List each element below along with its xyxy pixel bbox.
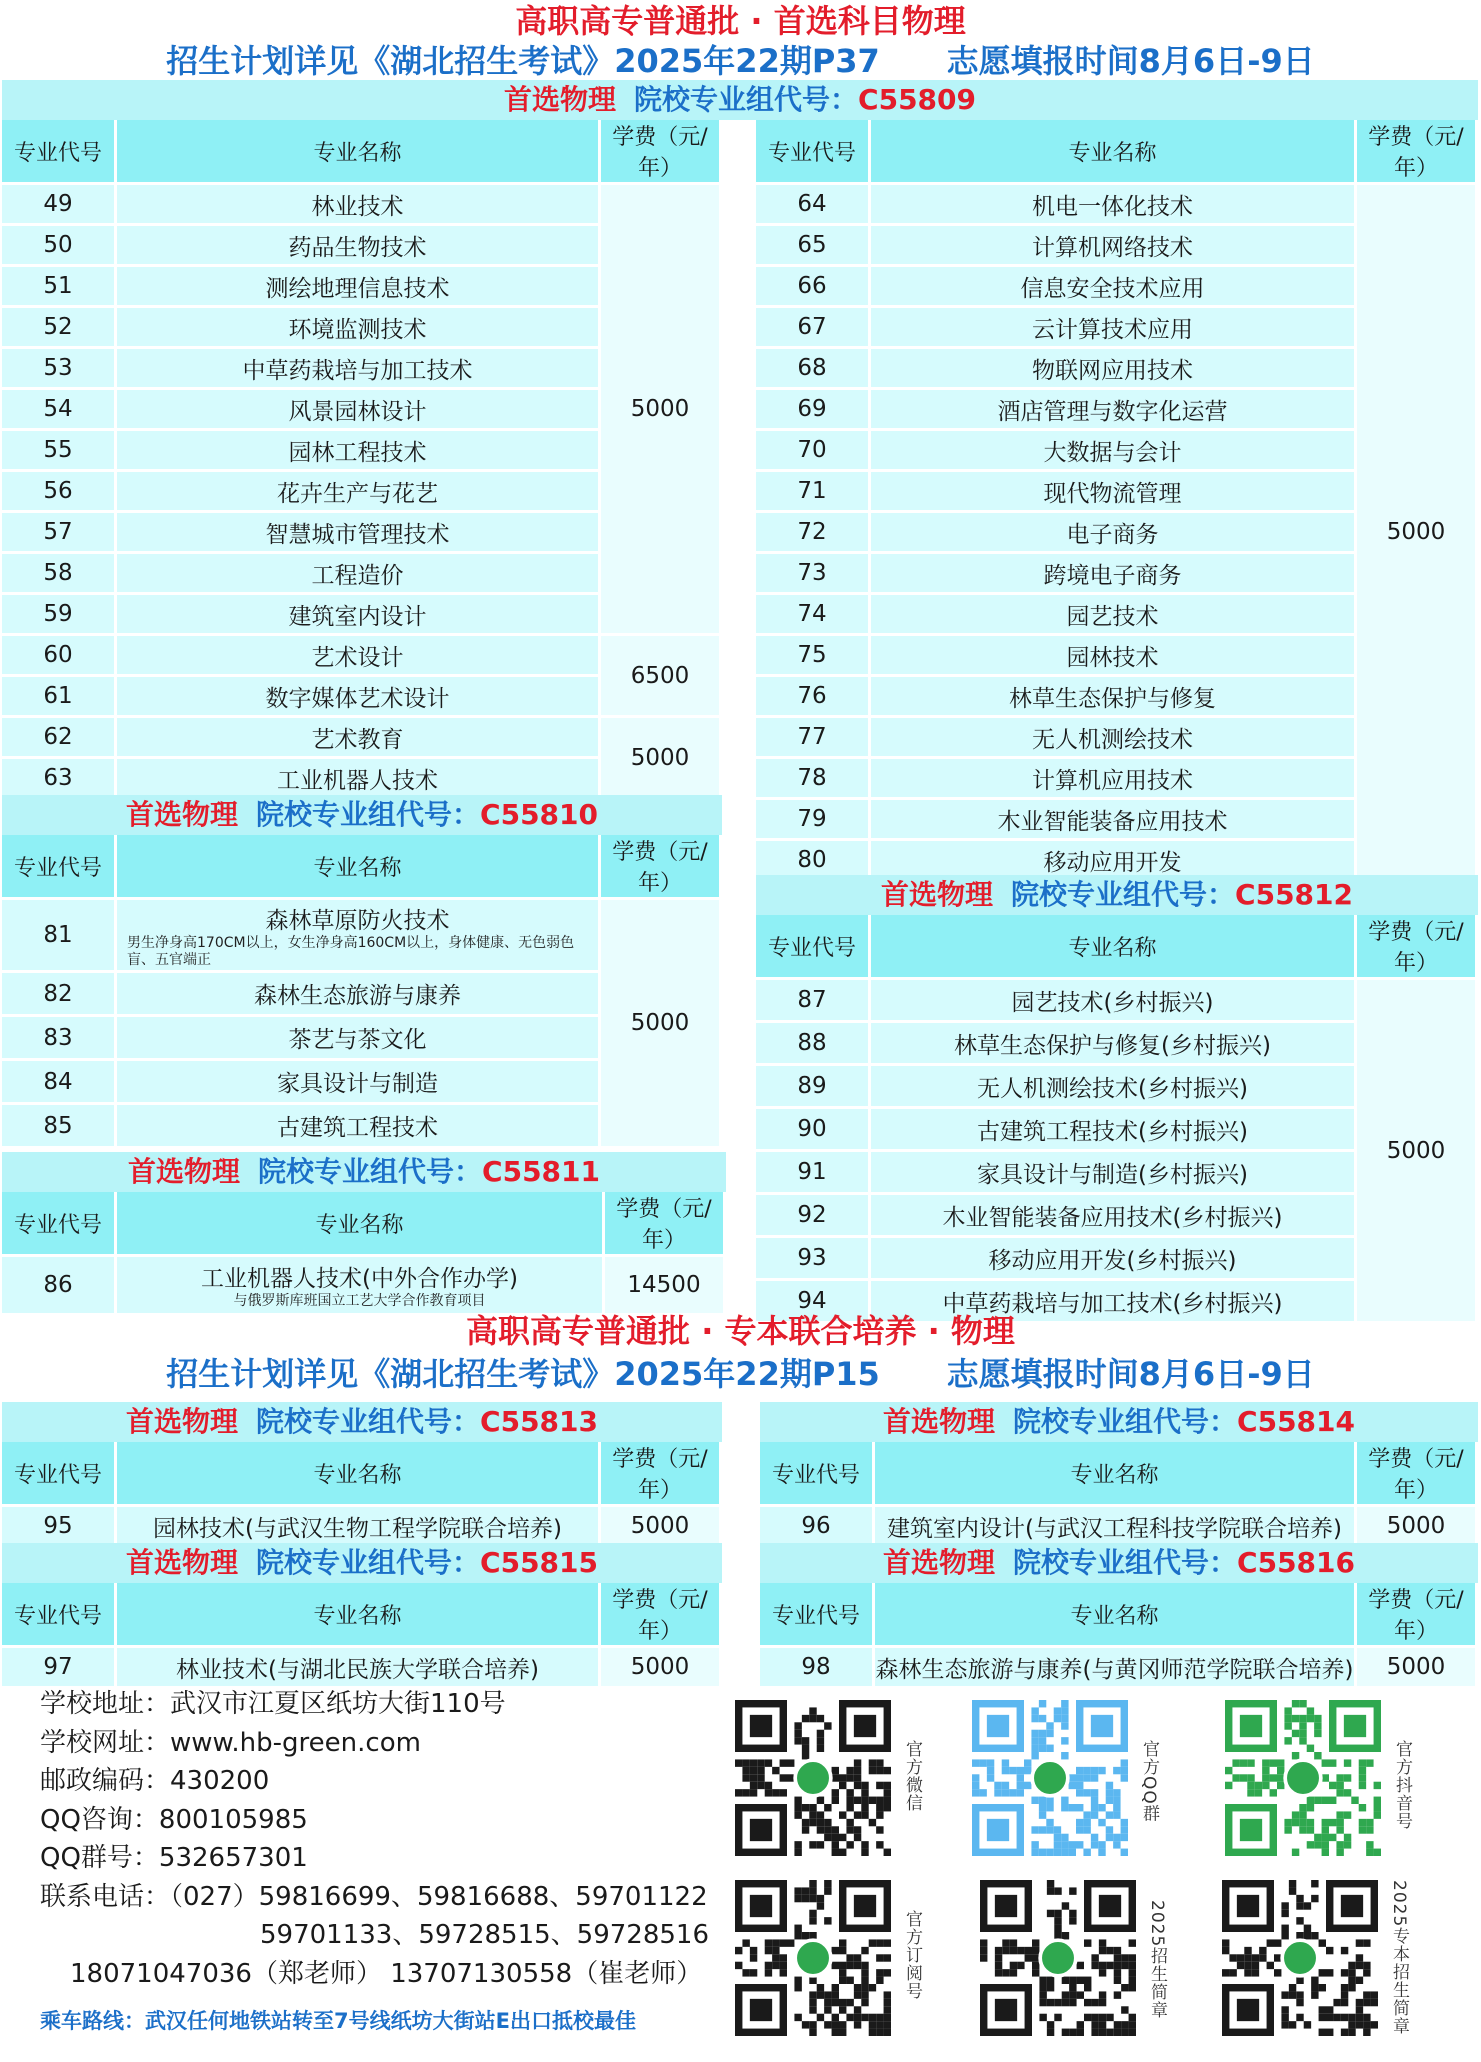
major-code: 66 bbox=[756, 267, 871, 308]
postcode: 邮政编码：430200 bbox=[40, 1766, 270, 1796]
qq-group-qr-code bbox=[972, 1700, 1128, 1856]
col-code-header: 专业代号 bbox=[760, 1583, 875, 1648]
major-name: 古建筑工程技术 bbox=[117, 1105, 601, 1149]
major-name: 艺术教育 bbox=[117, 718, 601, 759]
group-c55815 bbox=[2, 1543, 722, 1689]
col-name-header: 专业名称 bbox=[871, 120, 1357, 185]
group-c55816-band: 首选物理 院校专业组代号：C55816 bbox=[760, 1543, 1478, 1583]
col-fee-header: 学费（元/年） bbox=[1357, 1583, 1478, 1648]
major-name: 电子商务 bbox=[871, 513, 1357, 554]
major-code: 68 bbox=[756, 349, 871, 390]
major-code: 98 bbox=[760, 1648, 875, 1689]
major-code: 95 bbox=[2, 1507, 117, 1548]
col-fee-header: 学费（元/年） bbox=[1357, 1442, 1478, 1507]
group-c55811-band: 首选物理 院校专业组代号：C55811 bbox=[2, 1152, 726, 1192]
group-c55809-band: 首选物理 院校专业组代号：C55809 bbox=[2, 80, 1478, 120]
major-name: 园艺技术 bbox=[871, 595, 1357, 636]
qq-group: QQ群号：532657301 bbox=[40, 1843, 308, 1873]
major-name: 艺术设计 bbox=[117, 636, 601, 677]
col-fee-header: 学费（元/年） bbox=[601, 120, 722, 185]
major-name: 工业机器人技术(中外合作办学) bbox=[201, 1266, 518, 1292]
c55809-right-table bbox=[756, 120, 1478, 882]
major-name: 数字媒体艺术设计 bbox=[117, 677, 601, 718]
major-name: 计算机网络技术 bbox=[871, 226, 1357, 267]
major-code: 58 bbox=[2, 554, 117, 595]
col-name-header: 专业名称 bbox=[875, 1583, 1357, 1648]
phone-line-3: 18071047036（郑老师） 13707130558（崔老师） bbox=[70, 1958, 703, 1989]
qq-consult: QQ咨询：800105985 bbox=[40, 1804, 308, 1835]
major-code: 62 bbox=[2, 718, 117, 759]
major-name: 园林技术(与武汉生物工程学院联合培养) bbox=[117, 1507, 601, 1548]
col-code-header: 专业代号 bbox=[2, 835, 117, 900]
fee-cell: 6500 bbox=[601, 636, 722, 718]
major-code: 70 bbox=[756, 431, 871, 472]
qr-label: 官方订阅号 bbox=[902, 1910, 922, 2000]
major-name: 工程造价 bbox=[117, 554, 601, 595]
major-code: 69 bbox=[756, 390, 871, 431]
admission-brochure-qr-code bbox=[980, 1880, 1136, 2036]
major-name: 家具设计与制造 bbox=[117, 1061, 601, 1105]
major-name: 无人机测绘技术 bbox=[871, 718, 1357, 759]
douyin-qr-code bbox=[1225, 1700, 1381, 1856]
major-name: 森林生态旅游与康养(与黄冈师范学院联合培养) bbox=[875, 1648, 1357, 1689]
col-code-header: 专业代号 bbox=[2, 1583, 117, 1648]
transit-route: 乘车路线：武汉任何地铁站转至7号线纸坊大街站E出口抵校最佳 bbox=[40, 2009, 636, 2033]
major-name: 林业技术(与湖北民族大学联合培养) bbox=[117, 1648, 601, 1689]
col-fee-header: 学费（元/年） bbox=[1357, 120, 1478, 185]
major-name: 建筑室内设计(与武汉工程科技学院联合培养) bbox=[875, 1507, 1357, 1548]
major-code: 96 bbox=[760, 1507, 875, 1548]
qr-label: 官方微信 bbox=[902, 1740, 922, 1812]
major-code: 53 bbox=[2, 349, 117, 390]
qr-label: 官方抖音号 bbox=[1392, 1740, 1412, 1830]
major-code: 77 bbox=[756, 718, 871, 759]
col-name-header: 专业名称 bbox=[117, 1192, 605, 1257]
major-code: 92 bbox=[756, 1195, 871, 1238]
major-code: 64 bbox=[756, 185, 871, 226]
major-name: 中草药栽培与加工技术 bbox=[117, 349, 601, 390]
major-note: 男生净身高170CM以上，女生净身高160CM以上，身体健康、无色弱色盲、五官端正 bbox=[127, 934, 575, 968]
major-code: 82 bbox=[2, 973, 117, 1017]
major-name: 花卉生产与花艺 bbox=[117, 472, 601, 513]
major-code: 51 bbox=[2, 267, 117, 308]
col-name-header: 专业名称 bbox=[117, 835, 601, 900]
col-code-header: 专业代号 bbox=[756, 915, 871, 980]
major-code: 49 bbox=[2, 185, 117, 226]
qr-label: 2025招生简章 bbox=[1147, 1900, 1167, 2020]
col-name-header: 专业名称 bbox=[871, 915, 1357, 980]
major-code: 86 bbox=[2, 1257, 117, 1316]
fee-cell: 5000 bbox=[1357, 980, 1478, 1324]
col-name-header: 专业名称 bbox=[117, 1442, 601, 1507]
major-name: 机电一体化技术 bbox=[871, 185, 1357, 226]
major-name: 园林技术 bbox=[871, 636, 1357, 677]
group-c55814-band: 首选物理 院校专业组代号：C55814 bbox=[760, 1402, 1478, 1442]
group-c55815-band: 首选物理 院校专业组代号：C55815 bbox=[2, 1543, 722, 1583]
col-fee-header: 学费（元/年） bbox=[601, 1442, 722, 1507]
major-code: 65 bbox=[756, 226, 871, 267]
col-name-header: 专业名称 bbox=[117, 1583, 601, 1648]
header-joint-title: 高职高专普通批 · 专本联合培养 · 物理 bbox=[466, 1312, 1015, 1350]
major-name: 风景园林设计 bbox=[117, 390, 601, 431]
major-name: 家具设计与制造(乡村振兴) bbox=[871, 1152, 1357, 1195]
col-name-header: 专业名称 bbox=[875, 1442, 1357, 1507]
qr-label: 官方QQ群 bbox=[1139, 1740, 1159, 1823]
major-name: 林业技术 bbox=[117, 185, 601, 226]
major-name: 移动应用开发(乡村振兴) bbox=[871, 1238, 1357, 1281]
major-name: 森林生态旅游与康养 bbox=[117, 973, 601, 1017]
major-code: 75 bbox=[756, 636, 871, 677]
major-code: 78 bbox=[756, 759, 871, 800]
group-c55809 bbox=[2, 80, 1478, 876]
major-name: 木业智能装备应用技术(乡村振兴) bbox=[871, 1195, 1357, 1238]
group-c55816 bbox=[760, 1543, 1478, 1689]
phone-line-1: 联系电话：（027）59816699、59816688、59701122 bbox=[40, 1881, 708, 1912]
major-code: 50 bbox=[2, 226, 117, 267]
major-code: 54 bbox=[2, 390, 117, 431]
header-main-title: 高职高专普通批 · 首选科目物理 bbox=[515, 2, 966, 40]
major-name: 环境监测技术 bbox=[117, 308, 601, 349]
col-fee-header: 学费（元/年） bbox=[601, 835, 722, 900]
major-code: 93 bbox=[756, 1238, 871, 1281]
major-code: 72 bbox=[756, 513, 871, 554]
group-c55812 bbox=[756, 875, 1478, 1324]
school-website[interactable]: 学校网址：www.hb-green.com bbox=[40, 1727, 421, 1758]
major-name: 建筑室内设计 bbox=[117, 595, 601, 636]
major-code: 52 bbox=[2, 308, 117, 349]
major-code: 67 bbox=[756, 308, 871, 349]
major-name: 林草生态保护与修复 bbox=[871, 677, 1357, 718]
group-c55813 bbox=[2, 1402, 722, 1548]
col-code-header: 专业代号 bbox=[2, 120, 117, 185]
fee-cell: 5000 bbox=[601, 1507, 722, 1548]
major-code: 88 bbox=[756, 1023, 871, 1066]
major-name: 药品生物技术 bbox=[117, 226, 601, 267]
major-code: 90 bbox=[756, 1109, 871, 1152]
major-code: 60 bbox=[2, 636, 117, 677]
col-fee-header: 学费（元/年） bbox=[1357, 915, 1478, 980]
col-code-header: 专业代号 bbox=[2, 1442, 117, 1507]
major-name: 跨境电子商务 bbox=[871, 554, 1357, 595]
major-name: 大数据与会计 bbox=[871, 431, 1357, 472]
major-name: 物联网应用技术 bbox=[871, 349, 1357, 390]
major-code: 89 bbox=[756, 1066, 871, 1109]
major-name: 移动应用开发 bbox=[871, 841, 1357, 882]
fee-cell: 5000 bbox=[601, 185, 722, 636]
major-name: 云计算技术应用 bbox=[871, 308, 1357, 349]
major-code: 97 bbox=[2, 1648, 117, 1689]
major-code: 76 bbox=[756, 677, 871, 718]
major-name: 林草生态保护与修复(乡村振兴) bbox=[871, 1023, 1357, 1066]
school-address: 学校地址：武汉市江夏区纸坊大街110号 bbox=[40, 1689, 506, 1719]
subscription-qr-code bbox=[735, 1880, 891, 2036]
fee-cell: 14500 bbox=[605, 1257, 726, 1316]
col-name-header: 专业名称 bbox=[117, 120, 601, 185]
col-code-header: 专业代号 bbox=[760, 1442, 875, 1507]
major-code: 63 bbox=[2, 759, 117, 800]
major-name: 工业机器人技术 bbox=[117, 759, 601, 800]
fee-cell: 5000 bbox=[601, 900, 722, 1149]
major-name: 森林草原防火技术 bbox=[265, 907, 450, 934]
major-code: 57 bbox=[2, 513, 117, 554]
col-code-header: 专业代号 bbox=[756, 120, 871, 185]
major-code: 55 bbox=[2, 431, 117, 472]
major-code: 84 bbox=[2, 1061, 117, 1105]
joint-brochure-qr-code bbox=[1222, 1880, 1378, 2036]
contact-info bbox=[40, 1685, 709, 1993]
major-note: 与俄罗斯库班国立工艺大学合作教育项目 bbox=[233, 1293, 486, 1309]
major-code: 59 bbox=[2, 595, 117, 636]
fee-cell: 5000 bbox=[601, 718, 722, 800]
group-c55813-band: 首选物理 院校专业组代号：C55813 bbox=[2, 1402, 722, 1442]
major-name: 园林工程技术 bbox=[117, 431, 601, 472]
major-code: 79 bbox=[756, 800, 871, 841]
phone-line-2: 59701133、59728515、59728516 bbox=[260, 1920, 710, 1950]
header-joint-subtitle: 招生计划详见《湖北招生考试》2025年22期P15 志愿填报时间8月6日-9日 bbox=[166, 1355, 1315, 1393]
major-name: 智慧城市管理技术 bbox=[117, 513, 601, 554]
major-code: 87 bbox=[756, 980, 871, 1023]
major-code: 85 bbox=[2, 1105, 117, 1149]
major-code: 61 bbox=[2, 677, 117, 718]
fee-cell: 5000 bbox=[1357, 1507, 1478, 1548]
group-c55810-band: 首选物理 院校专业组代号：C55810 bbox=[2, 795, 722, 835]
group-c55811 bbox=[2, 1152, 726, 1316]
col-fee-header: 学费（元/年） bbox=[605, 1192, 726, 1257]
major-code: 71 bbox=[756, 472, 871, 513]
major-code: 80 bbox=[756, 841, 871, 882]
major-code: 56 bbox=[2, 472, 117, 513]
major-name: 古建筑工程技术(乡村振兴) bbox=[871, 1109, 1357, 1152]
c55809-left-table bbox=[2, 120, 722, 800]
major-code: 74 bbox=[756, 595, 871, 636]
major-name-with-note bbox=[117, 900, 601, 973]
group-c55810 bbox=[2, 795, 722, 1149]
major-code: 73 bbox=[756, 554, 871, 595]
wechat-qr-code bbox=[735, 1700, 891, 1856]
major-name: 园艺技术(乡村振兴) bbox=[871, 980, 1357, 1023]
group-c55812-band: 首选物理 院校专业组代号：C55812 bbox=[756, 875, 1478, 915]
qr-label: 2025专本招生简章 bbox=[1389, 1880, 1409, 2036]
major-name: 无人机测绘技术(乡村振兴) bbox=[871, 1066, 1357, 1109]
major-name: 茶艺与茶文化 bbox=[117, 1017, 601, 1061]
group-c55814 bbox=[760, 1402, 1478, 1548]
major-name: 测绘地理信息技术 bbox=[117, 267, 601, 308]
fee-cell: 5000 bbox=[1357, 185, 1478, 882]
major-name: 现代物流管理 bbox=[871, 472, 1357, 513]
major-code: 83 bbox=[2, 1017, 117, 1061]
major-name: 酒店管理与数字化运营 bbox=[871, 390, 1357, 431]
header-main-subtitle: 招生计划详见《湖北招生考试》2025年22期P37 志愿填报时间8月6日-9日 bbox=[166, 42, 1315, 80]
major-name: 中草药栽培与加工技术(乡村振兴) bbox=[871, 1281, 1357, 1324]
major-name: 信息安全技术应用 bbox=[871, 267, 1357, 308]
major-code: 91 bbox=[756, 1152, 871, 1195]
major-code: 94 bbox=[756, 1281, 871, 1324]
fee-cell: 5000 bbox=[1357, 1648, 1478, 1689]
major-code: 81 bbox=[2, 900, 117, 973]
col-code-header: 专业代号 bbox=[2, 1192, 117, 1257]
major-name: 木业智能装备应用技术 bbox=[871, 800, 1357, 841]
fee-cell: 5000 bbox=[601, 1648, 722, 1689]
major-name: 计算机应用技术 bbox=[871, 759, 1357, 800]
col-fee-header: 学费（元/年） bbox=[601, 1583, 722, 1648]
